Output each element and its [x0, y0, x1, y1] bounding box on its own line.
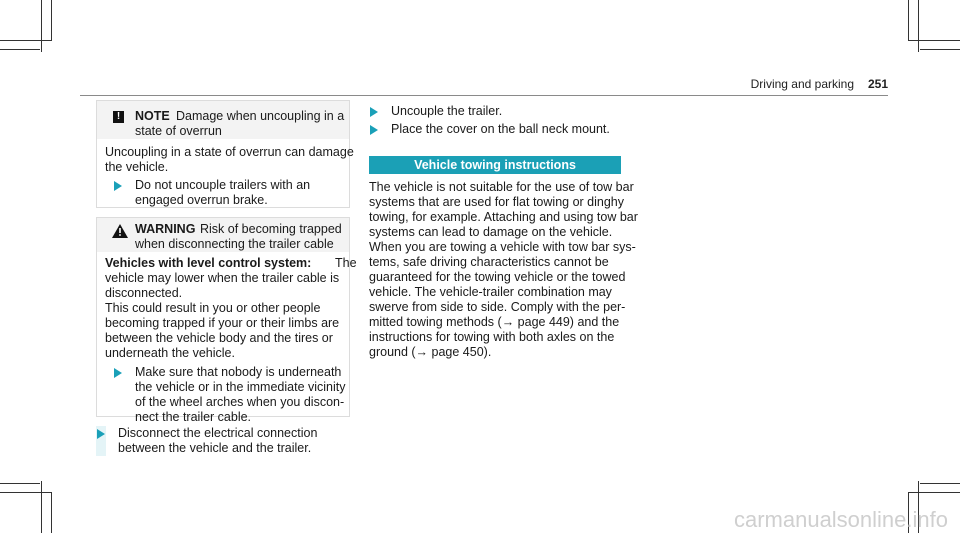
step-line: Place the cover on the ball neck mount. [391, 122, 610, 136]
note-step-line: engaged overrun brake. [135, 193, 268, 207]
warning-title-line: when disconnecting the trailer cable [135, 237, 334, 251]
page-number: 251 [867, 77, 888, 91]
warning-label: WARNING [135, 222, 196, 236]
arrow-bullet-icon [114, 181, 122, 191]
note-step [113, 178, 343, 208]
crop-mark [908, 40, 960, 41]
arrow-bullet-icon [114, 368, 122, 378]
section-line: guaranteed for the towing vehicle or the towed [369, 270, 626, 284]
note-step-line: Do not uncouple trailers with an [135, 178, 311, 192]
warning-line: becoming trapped if your or their limbs are [105, 316, 340, 330]
section-line: systems can lead to damage on the vehicle. [369, 225, 613, 239]
note-box [96, 100, 354, 208]
warning-subhead: Vehicles with level control system: [105, 256, 312, 270]
watermark: carmanualsonline.info [733, 506, 948, 532]
section-line: ground (→ page 450). [369, 345, 492, 359]
warning-step-line: of the wheel arches when you discon- [135, 395, 345, 409]
section-line: systems that are used for flat towing or dinghy [369, 195, 624, 209]
cover-step [369, 122, 621, 137]
section-title: Vehicle towing instructions [369, 156, 621, 174]
crop-mark [41, 481, 42, 533]
crop-mark [908, 492, 960, 493]
section-line: When you are towing a vehicle with tow bar sys- [369, 240, 636, 254]
warning-box [96, 217, 357, 424]
warning-triangle-icon [112, 224, 128, 238]
crop-mark [51, 0, 52, 40]
warning-line: between the vehicle body and the tires or [105, 331, 333, 345]
section-line: The vehicle is not suitable for the use of tow bar [369, 180, 634, 194]
section-line: instructions for towing with both axles on the [369, 330, 615, 344]
crop-mark [41, 0, 42, 52]
warning-line: underneath the vehicle. [105, 346, 235, 360]
crop-mark [0, 483, 40, 484]
section-line: vehicle. The vehicle-trailer combination may [369, 285, 612, 299]
warning-header [97, 218, 349, 252]
arrow-bullet-icon [370, 107, 378, 117]
section-line: swerve from side to side. Comply with the per- [369, 300, 626, 314]
warning-title-line: Risk of becoming trapped [200, 222, 342, 236]
page-header [80, 77, 888, 96]
crop-mark [0, 492, 52, 493]
warning-line: The [335, 256, 357, 270]
crop-mark [920, 49, 960, 50]
exclamation-icon: ! [113, 111, 124, 123]
section-line: mitted towing methods (→ page 449) and the [369, 315, 620, 329]
note-body-line: Uncoupling in a state of overrun can damage [105, 145, 354, 159]
warning-line: This could result in you or other people [105, 301, 321, 315]
crop-mark [51, 493, 52, 533]
crop-mark [908, 0, 909, 40]
note-label: NOTE [135, 109, 170, 123]
warning-step-line: the vehicle or in the immediate vicinity [135, 380, 346, 394]
disconnect-step [96, 426, 348, 456]
warning-step [113, 365, 346, 425]
warning-step-line: nect the trailer cable. [135, 410, 252, 424]
step-line: Uncouple the trailer. [391, 104, 503, 118]
warning-line: vehicle may lower when the trailer cable is [105, 271, 340, 285]
arrow-bullet-icon [97, 429, 105, 439]
note-title-line: state of overrun [135, 124, 222, 138]
crop-mark [918, 0, 919, 52]
note-body-line: the vehicle. [105, 160, 169, 174]
arrow-bullet-icon [370, 125, 378, 135]
step-line: Disconnect the electrical connection [118, 426, 318, 440]
crop-mark [920, 483, 960, 484]
header-title: Driving and parking [750, 77, 854, 91]
step-line: between the vehicle and the trailer. [118, 441, 312, 455]
crop-mark [0, 40, 52, 41]
warning-line: disconnected. [105, 286, 183, 300]
note-title-line: Damage when uncoupling in a [176, 109, 345, 123]
section-line: towing, for example. Attaching and using tow bar [369, 210, 638, 224]
uncouple-step [369, 104, 621, 119]
warning-step-line: Make sure that nobody is underneath [135, 365, 342, 379]
crop-mark [0, 49, 40, 50]
note-header [97, 101, 349, 139]
section-line: tems, safe driving characteristics cannot be [369, 255, 609, 269]
